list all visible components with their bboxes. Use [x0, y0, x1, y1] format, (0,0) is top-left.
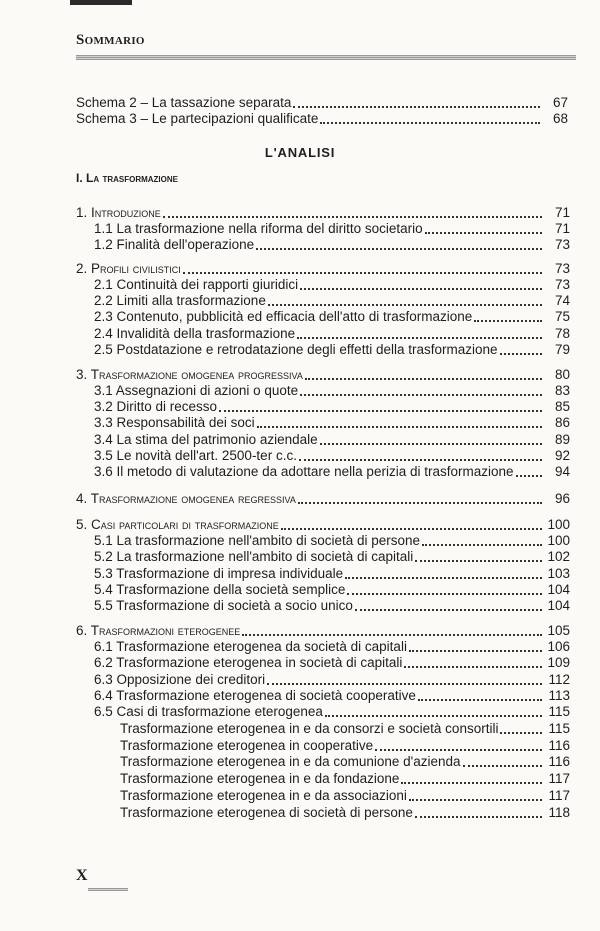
- dot-leader: [242, 633, 542, 636]
- entry-page-number: 117: [548, 788, 570, 803]
- dot-leader: [267, 682, 542, 685]
- entry-page-number: 78: [554, 326, 570, 341]
- entry-title: Schema 2 – La tassazione separata: [76, 95, 292, 110]
- entry-page-number: 104: [547, 582, 570, 597]
- dot-leader: [257, 425, 542, 428]
- entry-title: 3.4 La stima del patrimonio aziendale: [94, 432, 318, 447]
- toc-entry: [120, 770, 570, 788]
- entry-page-number: 73: [554, 237, 570, 252]
- entry-title: 3.3 Responsabilità dei soci: [94, 415, 255, 430]
- dot-leader: [183, 271, 542, 274]
- entry-title: Schema 3 – Le partecipazioni qualificate: [76, 111, 319, 126]
- toc-entry: [94, 597, 570, 615]
- dot-leader: [474, 319, 542, 322]
- entry-title: Trasformazione eterogenea in cooperative: [120, 738, 374, 753]
- entry-title: 1.1 La trasformazione nella riforma del diritto societario: [94, 221, 423, 236]
- dot-leader: [418, 698, 542, 701]
- dot-leader: [268, 303, 542, 306]
- entry-page-number: 106: [547, 639, 570, 654]
- entry-page-number: 85: [554, 399, 570, 414]
- entry-title: 6.1 Trasformazione eterogenea da società di capitali: [94, 639, 407, 654]
- toc-entry: [120, 753, 570, 771]
- toc-entry: [94, 414, 570, 432]
- entry-title: 1. Introduzione: [76, 205, 161, 220]
- dot-leader: [320, 442, 542, 445]
- entry-title: 3.1 Assegnazioni di azioni o quote: [94, 383, 299, 398]
- entry-page-number: 96: [554, 491, 570, 506]
- dot-leader: [375, 748, 542, 751]
- toc-entry: [94, 463, 570, 481]
- entry-page-number: 75: [554, 309, 570, 324]
- entry-page-number: 103: [547, 566, 570, 581]
- entry-title: 2.1 Continuità dei rapporti giuridici: [94, 277, 299, 292]
- entry-page-number: 71: [554, 221, 570, 236]
- entry-page-number: 83: [554, 383, 570, 398]
- entry-page-number: 89: [554, 432, 570, 447]
- dot-leader: [425, 231, 542, 234]
- entry-title: 5.1 La trasformazione nell'ambito di società di persone: [94, 533, 421, 548]
- entry-page-number: 102: [547, 549, 570, 564]
- dot-leader: [281, 527, 542, 530]
- entry-page-number: 117: [548, 771, 570, 786]
- dot-leader: [463, 764, 542, 767]
- entry-title: 6.5 Casi di trasformazione eterogenea: [94, 704, 323, 719]
- entry-title: Trasformazione eterogenea in e da fondazione: [120, 771, 400, 786]
- entry-title: 2.2 Limiti alla trasformazione: [94, 293, 266, 308]
- entry-page-number: 73: [554, 261, 570, 276]
- dot-leader: [355, 608, 542, 611]
- entry-page-number: 94: [554, 464, 570, 479]
- entry-page-number: 67: [552, 95, 568, 110]
- dot-leader: [325, 714, 542, 717]
- dot-leader: [401, 781, 542, 784]
- entry-title: 2.3 Contenuto, pubblicità ed efficacia dell'atto di trasformazione: [94, 309, 473, 324]
- entry-page-number: 100: [547, 533, 570, 548]
- entry-title: 6.3 Opposizione dei creditori: [94, 672, 266, 687]
- dot-leader: [256, 247, 542, 250]
- entry-title: Trasformazione eterogenea di società di persone: [120, 805, 413, 820]
- dot-leader: [409, 798, 542, 801]
- entry-title: 1.2 Finalità dell'operazione: [94, 237, 255, 252]
- entry-page-number: 71: [554, 205, 570, 220]
- toc-entry: [94, 308, 570, 326]
- dot-leader: [415, 815, 542, 818]
- entry-page-number: 118: [548, 805, 570, 820]
- dot-leader: [516, 474, 543, 477]
- dot-leader: [219, 409, 542, 412]
- entry-title: 6. Trasformazioni eterogenee: [76, 623, 241, 638]
- dot-leader: [300, 287, 542, 290]
- dot-leader: [320, 121, 540, 124]
- dot-leader: [500, 731, 542, 734]
- dot-leader: [299, 458, 542, 461]
- toc-entry: [120, 787, 570, 805]
- header-rule: [76, 55, 576, 60]
- dot-leader: [500, 352, 542, 355]
- entry-title: 3.6 Il metodo di valutazione da adottare nella perizia di trasformazione: [94, 464, 514, 479]
- part-title: I. La trasformazione: [76, 171, 178, 185]
- dot-leader: [415, 559, 542, 562]
- entry-page-number: 100: [547, 517, 570, 532]
- entry-title: 2.4 Invalidità della trasformazione: [94, 326, 296, 341]
- entry-title: 3.2 Diritto di recesso: [94, 399, 218, 414]
- entry-page-number: 116: [548, 738, 570, 753]
- entry-page-number: 112: [548, 672, 570, 687]
- entry-title: 3.5 Le novità dell'art. 2500-ter c.c.: [94, 448, 297, 463]
- entry-title: 5.3 Trasformazione di impresa individuale: [94, 566, 344, 581]
- entry-title: 2.5 Postdatazione e retrodatazione degli effetti della trasformazione: [94, 342, 498, 357]
- entry-title: 6.2 Trasformazione eterogenea in società di capitali: [94, 655, 403, 670]
- toc-entry: [94, 654, 570, 672]
- entry-title: 3. Trasformazione omogenea progressiva: [76, 367, 303, 382]
- entry-page-number: 116: [548, 754, 570, 769]
- entry-page-number: 104: [547, 598, 570, 613]
- dot-leader: [298, 501, 542, 504]
- entry-title: 2. Profili civilistici: [76, 261, 181, 276]
- dot-leader: [345, 576, 542, 579]
- entry-title: 5.2 La trasformazione nell'ambito di società di capitali: [94, 549, 414, 564]
- entry-page-number: 68: [552, 111, 568, 126]
- entry-page-number: 115: [548, 704, 570, 719]
- dot-leader: [300, 393, 542, 396]
- dot-leader: [163, 215, 542, 218]
- entry-page-number: 80: [554, 367, 570, 382]
- entry-page-number: 86: [554, 415, 570, 430]
- entry-page-number: 113: [548, 688, 570, 703]
- entry-page-number: 74: [554, 293, 570, 308]
- entry-title: Trasformazione eterogenea in e da associazioni: [120, 788, 407, 803]
- schema-entry: [76, 110, 568, 128]
- entry-title: Trasformazione eterogenea in e da consorzi e società consortili: [120, 721, 499, 736]
- page-number: X: [76, 867, 88, 884]
- entry-title: 4. Trasformazione omogenea regressiva: [76, 491, 296, 506]
- dot-leader: [293, 105, 540, 108]
- entry-title: 5.4 Trasformazione della società semplice: [94, 582, 346, 597]
- page-header: Sommario: [76, 32, 145, 48]
- toc-entry: [94, 341, 570, 359]
- toc-entry: [94, 548, 570, 566]
- dot-leader: [404, 665, 542, 668]
- entry-page-number: 79: [554, 342, 570, 357]
- entry-title: 6.4 Trasformazione eterogenea di società cooperative: [94, 688, 416, 703]
- dot-leader: [297, 336, 542, 339]
- toc-entry: [94, 236, 570, 254]
- toc-entry: [120, 720, 570, 738]
- dot-leader: [409, 649, 542, 652]
- entry-page-number: 105: [547, 623, 570, 638]
- top-rule: [70, 0, 132, 5]
- entry-title: 5.5 Trasformazione di società a socio unico: [94, 598, 353, 613]
- toc-entry: [94, 703, 570, 721]
- entry-page-number: 109: [547, 655, 570, 670]
- entry-title: 5. Casi particolari di trasformazione: [76, 517, 279, 532]
- entry-title: Trasformazione eterogenea in e da comunione d'azienda: [120, 754, 461, 769]
- dot-leader: [305, 377, 542, 380]
- entry-page-number: 115: [548, 721, 570, 736]
- entry-page-number: 92: [554, 448, 570, 463]
- dot-leader: [422, 543, 542, 546]
- toc-entry: [76, 490, 570, 508]
- toc-entry: [120, 804, 570, 822]
- section-title: L'ANALISI: [264, 145, 336, 160]
- dot-leader: [347, 592, 542, 595]
- footer-rule: [88, 888, 128, 891]
- entry-page-number: 73: [554, 277, 570, 292]
